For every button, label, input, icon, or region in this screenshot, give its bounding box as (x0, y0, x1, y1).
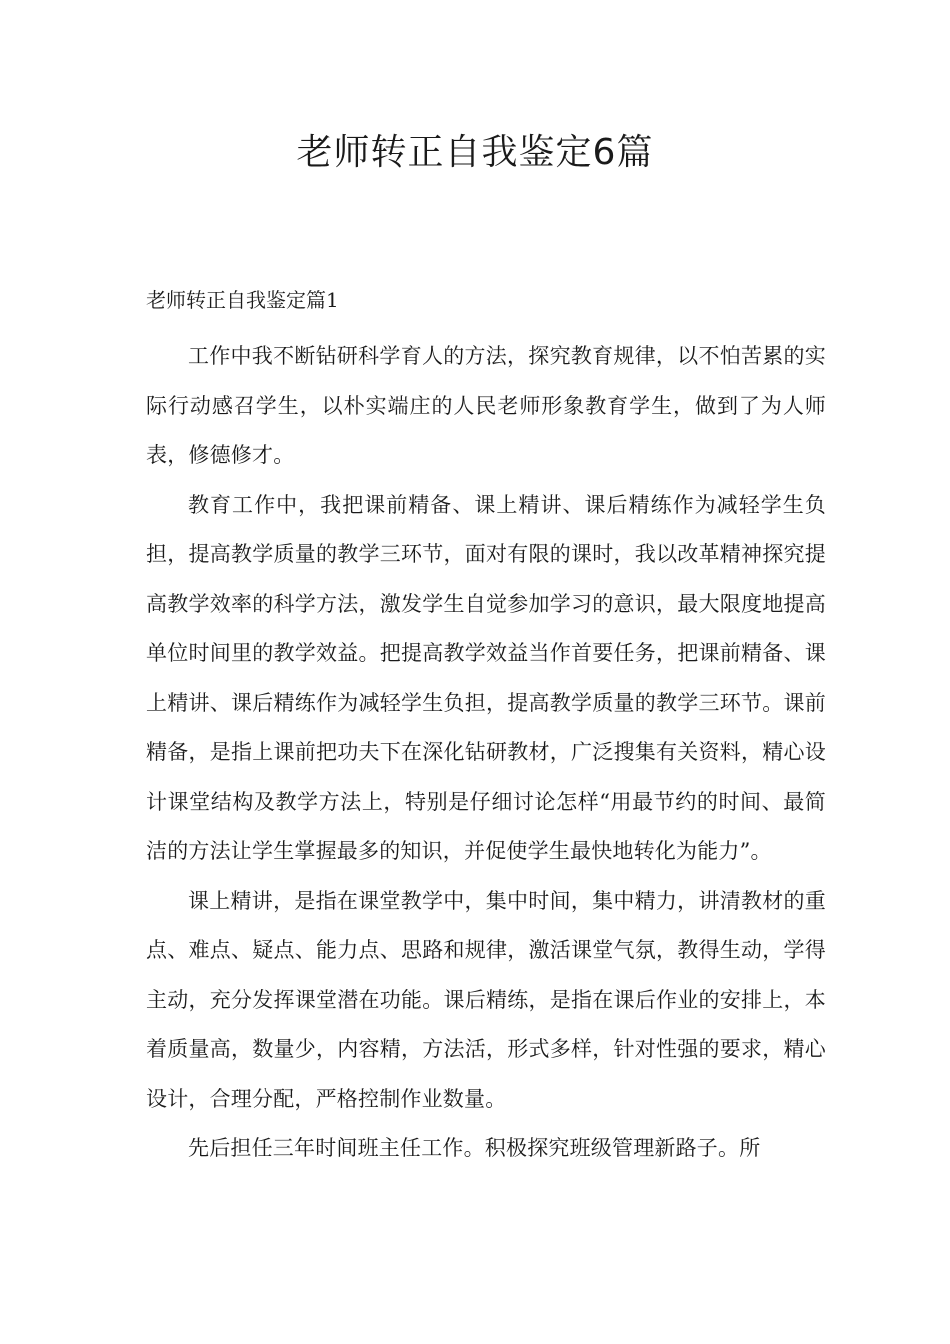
document-body (146, 282, 826, 1174)
paragraph: 教育工作中，我把课前精备、课上精讲、课后精练作为减轻学生负担，提高教学质量的教学三环节，面对有限的课时，我以改革精神探究提高教学效率的科学方法，激发学生自觉参加学习的意识，最大限度地提高单位时间里的教学效益。把提高教学效益当作首要任务，把课前精备、课上精讲、课后精练作为减轻学生负担，提高教学质量的教学三环节。课前精备，是指上课前把功夫下在深化钻研教材，广泛搜集有关资料，精心设计课堂结构及教学方法上，特别是仔细讨论怎样“用最节约的时间、最简洁的方法让学生掌握最多的知识，并促使学生最快地转化为能力”。 (146, 492, 826, 863)
paragraph: 工作中我不断钻研科学育人的方法，探究教育规律，以不怕苦累的实际行动感召学生，以朴实端庄的人民老师形象教育学生，做到了为人师表，修德修才。 (146, 344, 826, 467)
section-heading: 老师转正自我鉴定篇1 (146, 288, 339, 312)
paragraph: 课上精讲，是指在课堂教学中，集中时间，集中精力，讲清教材的重点、难点、疑点、能力点、思路和规律，激活课堂气氛，教得生动，学得主动，充分发挥课堂潜在功能。课后精练，是指在课后作业的安排上，本着质量高，数量少，内容精，方法活，形式多样，针对性强的要求，精心设计，合理分配，严格控制作业数量。 (146, 888, 826, 1111)
paragraph: 先后担任三年时间班主任工作。积极探究班级管理新路子。所 (188, 1136, 761, 1160)
document-title: 老师转正自我鉴定6篇 (296, 132, 654, 173)
